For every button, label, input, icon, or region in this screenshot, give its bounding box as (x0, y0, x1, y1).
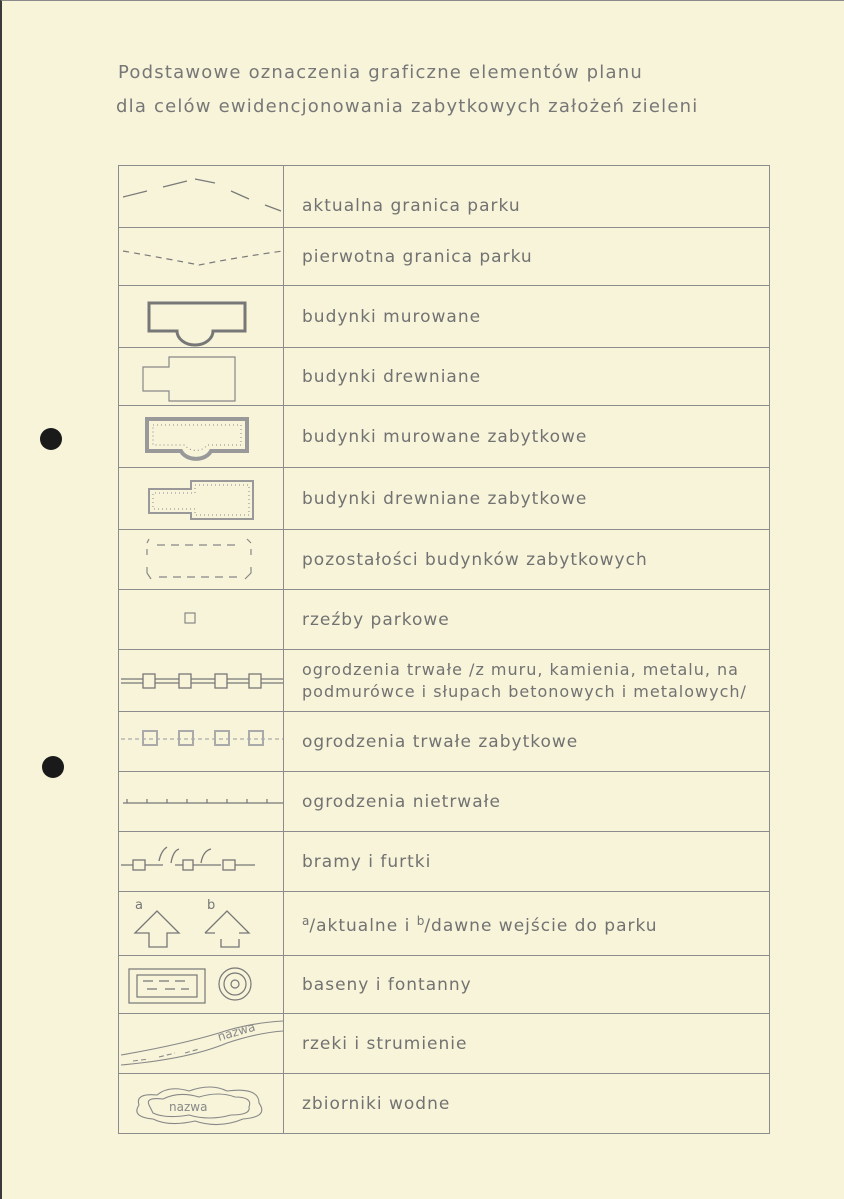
superscript-a: a (302, 914, 310, 928)
legend-label-line-1: ogrodzenia trwałe /z muru, kamienia, metalu, na (302, 659, 739, 679)
masonry-building-icon (119, 286, 284, 348)
water-reservoir-icon (119, 1074, 284, 1134)
legend-row (119, 468, 770, 530)
legend-label: aktualna granica parku (284, 166, 770, 228)
building-remains-icon (119, 530, 284, 590)
legend-label: budynki murowane zabytkowe (284, 406, 770, 468)
legend-row (119, 832, 770, 892)
permanent-fence-icon (119, 650, 284, 712)
legend-row (119, 166, 770, 228)
legend-label-two-line (284, 650, 770, 712)
legend-label: pierwotna granica parku (284, 228, 770, 286)
heading-line-1: Podstawowe oznaczenia graficzne elementów planu (118, 62, 643, 83)
legend-label: baseny i fontanny (284, 956, 770, 1014)
gates-icon (119, 832, 284, 892)
punch-hole-bottom (42, 756, 64, 778)
rivers-streams-icon (119, 1014, 284, 1074)
legend-row (119, 772, 770, 832)
legend-row (119, 650, 770, 712)
pools-fountains-icon (119, 956, 284, 1014)
legend-row (119, 712, 770, 772)
legend-label: budynki drewniane zabytkowe (284, 468, 770, 530)
legend-row (119, 1014, 770, 1074)
current-park-boundary-icon (119, 166, 284, 228)
legend-label-line-2: podmurówce i słupach betonowych i metalowych/ (302, 681, 747, 701)
legend-row (119, 228, 770, 286)
legend-label: ogrodzenia trwałe zabytkowe (284, 712, 770, 772)
punch-hole-top (40, 428, 62, 450)
legend-row (119, 1074, 770, 1134)
historic-wooden-building-icon (119, 468, 284, 530)
legend-row (119, 286, 770, 348)
legend-row (119, 892, 770, 956)
legend-label: ogrodzenia nietrwałe (284, 772, 770, 832)
superscript-b: b (416, 914, 425, 928)
entrance-label-part-b: /dawne wejście do parku (424, 916, 658, 936)
legend-label: bramy i furtki (284, 832, 770, 892)
legend-label: budynki drewniane (284, 348, 770, 406)
legend-label: rzeki i strumienie (284, 1014, 770, 1074)
park-sculpture-icon (119, 590, 284, 650)
symbol-b-label: b (207, 897, 216, 913)
legend-table (118, 165, 770, 1134)
historic-permanent-fence-icon (119, 712, 284, 772)
heading-line-2: dla celów ewidencjonowania zabytkowych założeń zieleni (116, 96, 699, 117)
legend-label: pozostałości budynków zabytkowych (284, 530, 770, 590)
reservoir-name-text: nazwa (169, 1099, 208, 1114)
legend-row (119, 348, 770, 406)
legend-row (119, 406, 770, 468)
park-entrance-arrows-icon (119, 892, 284, 956)
river-name-text: nazwa (215, 1019, 257, 1044)
wooden-building-icon (119, 348, 284, 406)
legend-label: zbiorniki wodne (284, 1074, 770, 1134)
original-park-boundary-icon (119, 228, 284, 286)
legend-label: rzeźby parkowe (284, 590, 770, 650)
symbol-a-label: a (135, 897, 143, 913)
legend-label: budynki murowane (284, 286, 770, 348)
temporary-fence-icon (119, 772, 284, 832)
legend-row (119, 590, 770, 650)
entrance-label (284, 892, 770, 956)
legend-row (119, 530, 770, 590)
historic-masonry-building-icon (119, 406, 284, 468)
entrance-label-part-a: /aktualne i (309, 916, 417, 936)
legend-row (119, 956, 770, 1014)
